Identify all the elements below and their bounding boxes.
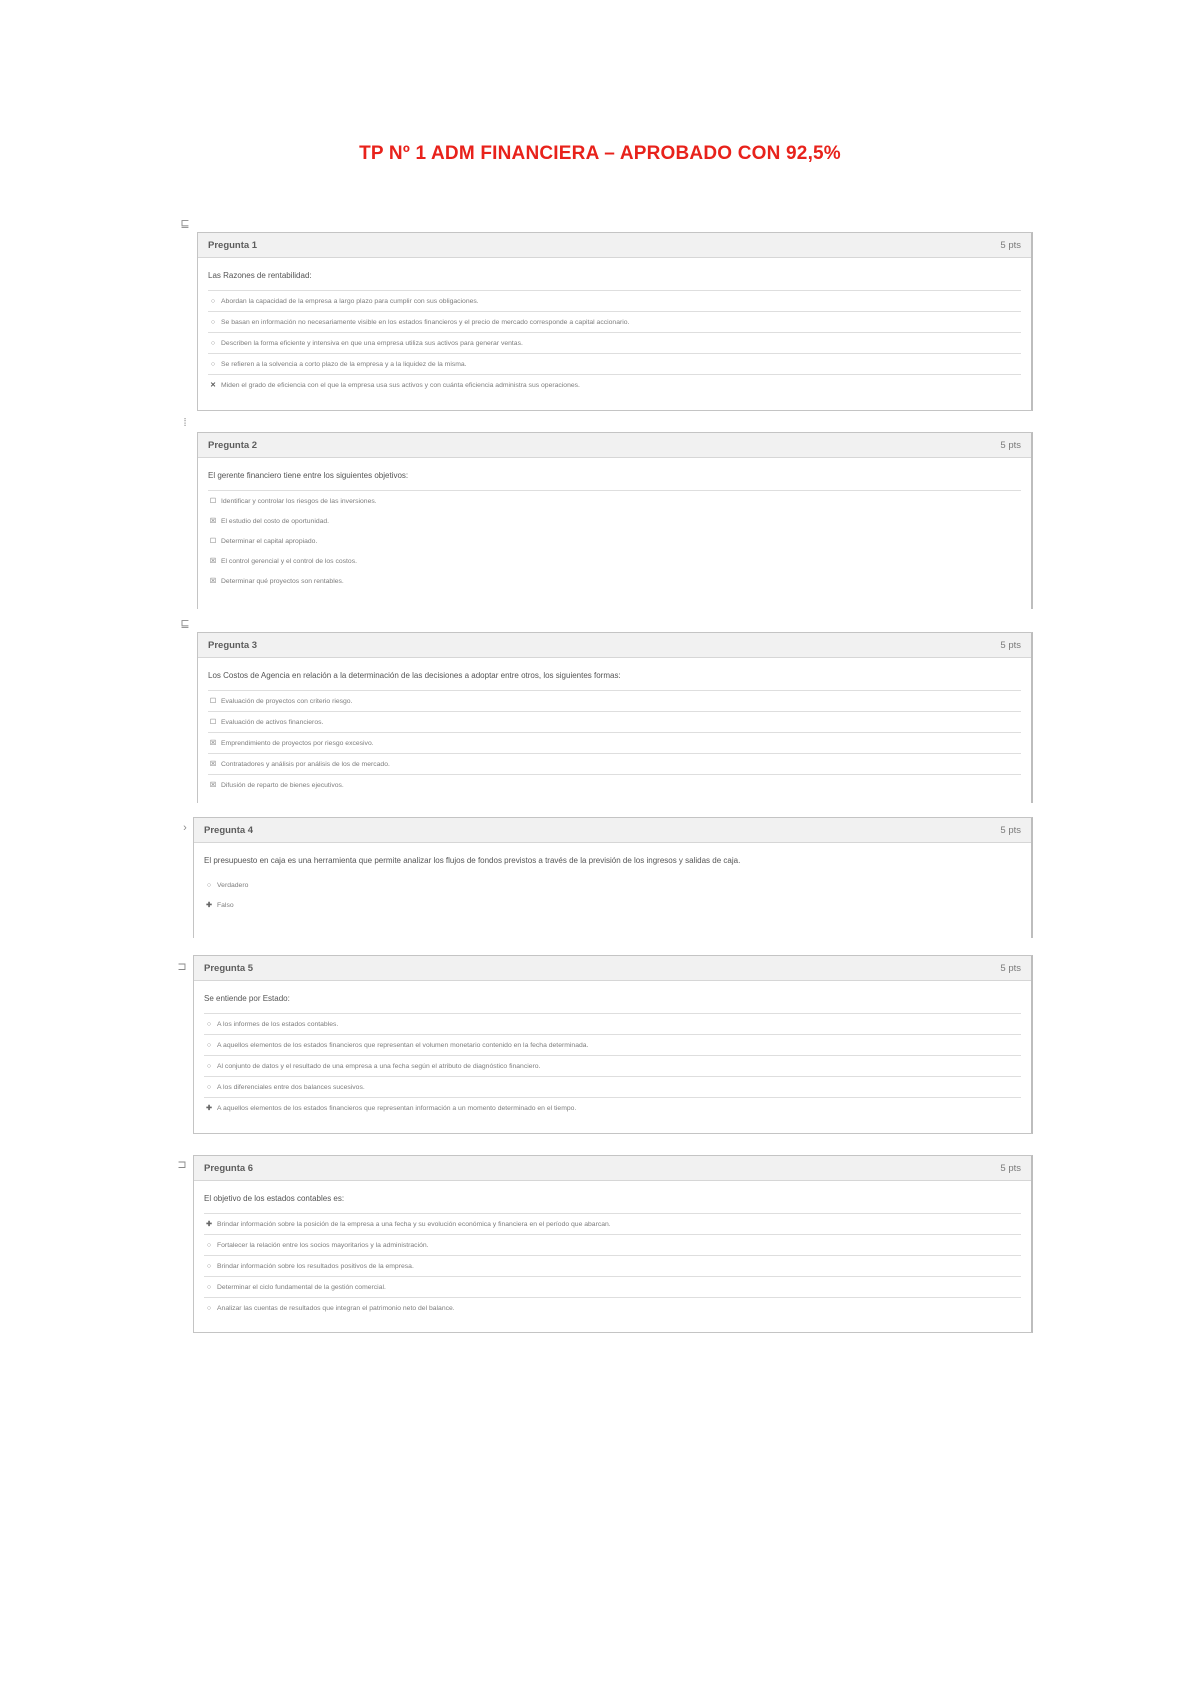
question-status-icon: ⊑ (180, 618, 190, 630)
radio-icon: ○ (206, 1304, 212, 1312)
answer-list (204, 1213, 1021, 1318)
question-text: El presupuesto en caja es una herramienta que permite analizar los flujos de fondos previstos a través de la previsión de los ingresos y salidas de caja. (204, 856, 741, 865)
question-title: Pregunta 1 (208, 239, 258, 251)
checkbox-icon: ☐ (209, 538, 217, 545)
answer-option[interactable] (204, 1276, 1021, 1297)
answer-label: El estudio del costo de oportunidad. (221, 517, 330, 525)
answer-label: Verdadero (217, 881, 249, 889)
question-text: Las Razones de rentabilidad: (208, 271, 312, 280)
answer-label: Determinar qué proyectos son rentables. (221, 577, 344, 585)
question-points: 5 pts (1000, 824, 1021, 836)
answer-label: A aquellos elementos de los estados financieros que representan información a un momento determinado en el tiempo. (217, 1104, 577, 1112)
answer-option[interactable] (204, 1034, 1021, 1055)
answer-option[interactable] (204, 1013, 1021, 1034)
question-title: Pregunta 5 (204, 962, 254, 974)
answer-label: Analizar las cuentas de resultados que integran el patrimonio neto del balance. (217, 1304, 455, 1312)
answer-label: Contratadores y análisis por análisis de los de mercado. (221, 760, 390, 768)
answer-option[interactable] (204, 895, 1021, 915)
question-header (194, 818, 1031, 843)
answer-list (208, 690, 1021, 795)
checkbox-checked-icon: ☒ (209, 558, 217, 565)
answer-option[interactable] (208, 290, 1021, 311)
question-text: El objetivo de los estados contables es: (204, 1194, 345, 1203)
question-card (193, 1155, 1033, 1333)
answer-option[interactable] (204, 1297, 1021, 1318)
question-text: El gerente financiero tiene entre los siguientes objetivos: (208, 471, 409, 480)
radio-icon: ○ (206, 1241, 212, 1249)
answer-label: Identificar y controlar los riesgos de las inversiones. (221, 497, 377, 505)
answer-label: Al conjunto de datos y el resultado de una empresa a una fecha según el atributo de diagnóstico financiero. (217, 1062, 541, 1070)
question-card (197, 432, 1033, 609)
radio-icon: ○ (206, 1283, 212, 1291)
answer-option[interactable] (208, 511, 1021, 531)
answer-label: Abordan la capacidad de la empresa a largo plazo para cumplir con sus obligaciones. (221, 297, 479, 305)
checkbox-icon: ☐ (209, 498, 217, 505)
checkbox-checked-icon: ☒ (209, 740, 217, 747)
answer-option[interactable] (208, 690, 1021, 711)
answer-option[interactable] (208, 531, 1021, 551)
page-title: TP Nº 1 ADM FINANCIERA – APROBADO CON 92,5% (359, 143, 841, 164)
question-points: 5 pts (1000, 239, 1021, 251)
answer-label: Emprendimiento de proyectos por riesgo excesivo. (221, 739, 374, 747)
answer-list (204, 1013, 1021, 1118)
question-status-icon: ⊐ (177, 1159, 187, 1171)
answer-label: El control gerencial y el control de los costos. (221, 557, 358, 565)
answer-option[interactable] (204, 1097, 1021, 1118)
answer-label: Difusión de reparto de bienes ejecutivos. (221, 781, 344, 789)
answer-option[interactable] (208, 332, 1021, 353)
question-status-icon: ⊐ (177, 961, 187, 973)
answer-option[interactable] (204, 1055, 1021, 1076)
answer-option[interactable] (208, 711, 1021, 732)
radio-icon: ○ (206, 881, 212, 889)
answer-option[interactable] (208, 753, 1021, 774)
question-card (193, 817, 1033, 938)
answer-label: Describen la forma eficiente y intensiva en que una empresa utiliza sus activos para generar ventas. (221, 339, 523, 347)
incorrect-icon: ✕ (210, 382, 216, 389)
answer-label: Determinar el capital apropiado. (221, 537, 318, 545)
question-title: Pregunta 3 (208, 639, 258, 651)
question-status-icon: ⊑ (180, 218, 190, 230)
answer-label: Evaluación de activos financieros. (221, 718, 324, 726)
answer-label: Se refieren a la solvencia a corto plazo de la empresa y a la liquidez de la misma. (221, 360, 467, 368)
answer-label: Falso (217, 901, 234, 909)
question-title: Pregunta 4 (204, 824, 254, 836)
checkbox-checked-icon: ☒ (209, 578, 217, 585)
answer-list (204, 875, 1021, 915)
selected-answer-icon: ✚ (206, 1105, 212, 1112)
answer-label: Brindar información sobre la posición de la empresa a una fecha y su evolución económica y financiera en el período que abarcan. (217, 1220, 611, 1228)
selected-answer-icon: ✚ (206, 1221, 212, 1228)
answer-label: A aquellos elementos de los estados financieros que representan el volumen monetario contenido en la fecha determinada. (217, 1041, 589, 1049)
question-header (198, 233, 1031, 258)
answer-label: Evaluación de proyectos con criterio riesgo. (221, 697, 353, 705)
checkbox-checked-icon: ☒ (209, 761, 217, 768)
radio-icon: ○ (206, 1041, 212, 1049)
answer-option[interactable] (208, 732, 1021, 753)
radio-icon: ○ (210, 318, 216, 326)
answer-list (208, 490, 1021, 591)
answer-option[interactable] (208, 571, 1021, 591)
question-header (194, 956, 1031, 981)
answer-option[interactable] (208, 490, 1021, 511)
radio-icon: ○ (210, 339, 216, 347)
question-status-icon: ⁞ (183, 417, 187, 429)
answer-list (208, 290, 1021, 395)
question-title: Pregunta 6 (204, 1162, 254, 1174)
question-header (198, 633, 1031, 658)
answer-label: Brindar información sobre los resultados positivos de la empresa. (217, 1262, 414, 1270)
answer-option[interactable] (208, 551, 1021, 571)
answer-option[interactable] (208, 353, 1021, 374)
answer-option[interactable] (208, 774, 1021, 795)
question-points: 5 pts (1000, 439, 1021, 451)
answer-option[interactable] (204, 875, 1021, 895)
question-status-icon: › (183, 822, 187, 834)
answer-label: A los diferenciales entre dos balances sucesivos. (217, 1083, 365, 1091)
question-points: 5 pts (1000, 1162, 1021, 1174)
radio-icon: ○ (206, 1262, 212, 1270)
question-header (198, 433, 1031, 458)
question-text: Se entiende por Estado: (204, 994, 290, 1003)
answer-label: Determinar el ciclo fundamental de la gestión comercial. (217, 1283, 386, 1291)
question-card (193, 955, 1033, 1134)
question-title: Pregunta 2 (208, 439, 258, 451)
answer-option[interactable] (204, 1213, 1021, 1234)
question-text: Los Costos de Agencia en relación a la determinación de las decisiones a adoptar entre otros, los siguientes formas: (208, 671, 621, 680)
question-points: 5 pts (1000, 639, 1021, 651)
answer-label: A los informes de los estados contables. (217, 1020, 339, 1028)
question-card (197, 232, 1033, 411)
question-card (197, 632, 1033, 803)
checkbox-checked-icon: ☒ (209, 518, 217, 525)
answer-option[interactable] (204, 1076, 1021, 1097)
radio-icon: ○ (210, 297, 216, 305)
checkbox-checked-icon: ☒ (209, 782, 217, 789)
checkbox-icon: ☐ (209, 698, 217, 705)
selected-answer-icon: ✚ (206, 902, 212, 909)
answer-label: Fortalecer la relación entre los socios mayoritarios y la administración. (217, 1241, 429, 1249)
answer-option[interactable] (208, 311, 1021, 332)
answer-option[interactable] (204, 1234, 1021, 1255)
checkbox-icon: ☐ (209, 719, 217, 726)
answer-label: Miden el grado de eficiencia con el que la empresa usa sus activos y con cuánta eficiencia administra sus operaciones. (221, 381, 580, 389)
answer-option[interactable] (208, 374, 1021, 395)
answer-label: Se basan en información no necesariamente visible en los estados financieros y el precio de mercado corresponde a capital accionario. (221, 318, 630, 326)
radio-icon: ○ (206, 1020, 212, 1028)
radio-icon: ○ (206, 1062, 212, 1070)
radio-icon: ○ (206, 1083, 212, 1091)
radio-icon: ○ (210, 360, 216, 368)
question-points: 5 pts (1000, 962, 1021, 974)
question-header (194, 1156, 1031, 1181)
answer-option[interactable] (204, 1255, 1021, 1276)
